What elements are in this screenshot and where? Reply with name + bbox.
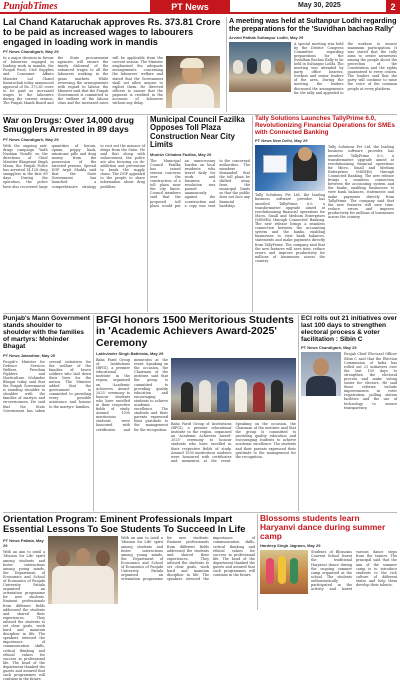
article-body: Baba Farid Group of Institutions (BFGI), a premier educational institute in the region, organised an 'Academic Achievers Award-2025' ceremony to honour students who have excelled in their respective fields of study. Around 1500 meritorious students were honoured with certificates and mementos at the event. Speaking on the occasion, the Chairman of the institute said that the group is committed to providing quality education and encouraging students to achieve academic excellence. The students and their parents expressed their gratitude to the management for the recognition. [96,357,168,432]
issue-date: May 30, 2025 [298,2,341,9]
article-body: The Municipal Council Fazilka has raised serious concerns over the construction of a toll plaza near the city limits. Council members said that the proposed toll plaza would put an unnecessary burden on local residents who travel daily for work and business. A resolution was passed unanimously against the construction and a copy was sent to the concerned authorities. The members demanded that the toll plaza be shifted away from the municipal limits so that the public does not face any financial hardship. [150,158,250,208]
article-blossoms-dance [260,514,397,610]
tally-photo [255,145,325,191]
article-body-continued [328,145,394,295]
article-byline: Munish Chhabra Fazilka, May 29 [150,151,212,157]
article-eci-initiatives [301,315,397,511]
article-fazilka-toll [150,116,250,312]
article-headline: ECI rolls out 21 initiatives over last 100 days to strengthen electoral process & voter facilitation : Sibin C [301,315,398,344]
article-headline: Punjab's Mann Government stands shoulder to shoulder with the families of martyrs: Mohinder Bhagat [3,315,90,351]
orientation-photo [48,536,118,604]
article-mohinder-bhagat [3,315,91,511]
article-headline: Municipal Council Fazilka Opposes Toll Plaza Construction Near City Limits [150,115,245,150]
article-orientation-program [3,513,255,681]
article-body: In a major decision in favour of labourers engaged in loading work in mandis, the Punjab Food, Civil Supplies and Consumer Affairs Minister Lal Chand Kataruchak today announced approval of Rs. 373.81 crore to be paid as increased wages to the labourers during the current session. The Punjab Mandi Board and the State procurement agencies will ensure the timely disbursal of the enhanced wages to all the labourers working in the grain markets. While reviewing the arrangements with regard to labour, the Minister said that the Punjab Government is committed to the welfare of the labour class and the increased rates will be applicable from the current season. The Minister emphasised the adequate arrangements concerning the labourers' welfare and stated that the Government shall not allow anyone to exploit them. He directed officers to ensure that the payment is credited in the accounts of labourers without any delay. [3,56,163,106]
article-byline: Hardeep Singh Jagraon, May 29 [260,543,321,549]
article-byline: PT News Chandigarh, May 29 [301,345,357,351]
article-byline: PT News Patiala, May 29 [3,538,44,549]
article-body: A special meeting was held by the District Congress Committee regarding preparations for the Suvidhan Bachao Rally to be held in Sultanpur Lodhi. The meeting was attended by party office bearers, workers and senior leaders of the area. During the meeting the leaders discussed the arrangements for the rally and appealed to the workers to ensure maximum participation. It was stated that the rally aims to create awareness among the people about the protection of the Constitution and the rights guaranteed to every citizen. The leaders said that the party will continue to raise the voice of the common people at every platform. [294,41,397,95]
section-label: PT News [150,0,230,14]
article-headline: War on Drugs: Over 14,000 drug Smugglers Arrested in 89 days [3,115,135,135]
article-sultanpur-meeting [229,17,397,113]
article-body: Tally Solutions Pvt Ltd, the leading business software provider, has unveiled TallyPrime 6.0, a transformative upgrade aimed at revolutionizing financial operations for Micro, Small and Medium Enterprises (MSMEs) through Connected Banking. The new release brings a seamless connection between the accounting system and the banks, enabling businesses to view bank balances, statements and make payments directly from TallyPrime. The company said that the new features will save time, reduce errors and improve productivity for millions of businesses across the country. [255,193,325,263]
bfgi-continuation: Baba Farid Group of Institutions (BFGI), a premier educational institute in the region, organised an 'Academic Achievers Award-2025' ceremony to honour students who have excelled in their respective fields of study. Around 1500 meritorious students were honoured with certificates and mementos at the event. Speaking on the occasion, the Chairman of the institute said that the group is committed to providing quality education and encouraging students to achieve academic excellence. The students and their parents expressed their gratitude to the management for the recognition. [171,421,296,463]
article-kataruchak [3,17,223,113]
minister-photo [166,56,220,108]
paper-name: PunjabTimes [3,1,58,12]
article-body: With an aim to instil a 'Mission for Life' spirit among students and foster interactions among young minds, the Department of Economics and School of Economics of Punjabi University Patiala organised an orientation programme for new students. Eminent professionals from different fields addressed the students and shared their experiences. They advised the students to set clear goals, work hard and maintain discipline in life. The speakers stressed the importance of communication skills, critical thinking and ethical values for success in professional life. The head of the department thanked the guests and assured that such programmes will continue in the future. [3,550,45,681]
article-body: Students of Blossoms Convent School learnt the traditional Haryanvi dance during the ongoing summer camp organised at the school. The students enthusiastically participated in the activity and learnt various dance steps from the trainer. The principal said that the aim of the summer camp is to introduce students to the rich culture of different states and help them develop their talents. [311,550,397,592]
orientation-continuation: With an aim to instil a 'Mission for Life' spirit among students and foster interactions among young minds, the Department of Economics and School of Economics of Punjabi University Patiala organised an orientation programme for new students. Eminent professionals from different fields addressed the students and shared their experiences. They advised the students to set clear goals, work hard and maintain discipline in life. The speakers stressed the importance of communication skills, critical thinking and ethical values for success in professional life. The head of the department thanked the guests and assured that such programmes will continue in the future. [121,536,255,582]
bfgi-photo [171,358,296,420]
article-headline: A meeting was held at Sultanpur Lodhi regarding the preparations for the 'Suvidhan bachao Rally' [229,16,397,33]
article-tally-solutions [255,116,397,312]
article-headline: BFGI honors 1500 Meritorious Students in 'Academic Achievers Award-2025' Ceremony [96,314,294,349]
blossoms-photo [260,550,308,594]
article-byline: Arvind Pathak Sultanpur Lodhi, May 29 [229,34,304,40]
article-war-on-drugs [3,116,145,312]
article-headline: Orientation Program: Eminent Professionals Impart Essential Lessons To Soe Students To Succeed In Life [3,513,246,535]
article-byline: PT News Chandigarh, May 29 [3,49,59,55]
article-body: With the ongoing anti-drugs campaign 'Yudh Nashian Virudh' on the directions of Chief Minister Bhagwant Singh Mann, the Punjab Police has arrested 14,128 drug smugglers in the first 89 days. During the operation, the police have also recovered large quantities of heroin, opium, poppy husk, intoxicant pills and drug money from the possession of the arrested persons. Special DGP Arpit Shukla said that the State Government has launched a comprehensive strategy to root out the menace of drugs from the State. He said that along with enforcement, the police are also focusing on de-addiction and prevention to break the supply chain. The DGP appealed to the people to share information about drug peddlers. [3,143,145,189]
article-byline: PT News New Delhi, May 29 [255,138,308,144]
tally-continuation: Tally Solutions Pvt Ltd, the leading business software provider, has unveiled TallyPrime 6.0, a transformative upgrade aimed at revolutionizing financial operations for Micro, Small and Medium Enterprises (MSMEs) through Connected Banking. The new release brings a seamless connection between the accounting system and the banks, enabling businesses to view bank balances, statements and make payments directly from TallyPrime. The company said that the new features will save time, reduce errors and improve productivity for millions of businesses across the country. [328,145,394,219]
article-byline: PT News Jalandhar, May 29 [3,352,56,358]
article-body: Punjab's Minister for Defence Services Welfare, Freedom Fighters and Horticulture Mohinder Bhagat today said that the Punjab Government is standing shoulder to shoulder with the families of martyrs and ex-servicemen. He said that the State Government has taken several initiatives for the welfare of the families of brave soldiers who laid down their lives for the nation. The Minister added that the government is committed to providing every possible assistance and honour to the martyrs' families. [3,359,91,413]
article-body: Punjab Chief Electoral Officer Sibin C said that the Election Commission of India has rolled out 21 initiatives over the last 100 days to strengthen the electoral process and make voting easier for electors. He said these reforms include improvements in voter registration, polling station facilities and the use of technology to ensure transparency. [344,352,397,410]
article-byline: PT News Chandigarh, May 29 [3,136,59,142]
page-number: 2 [386,0,400,14]
article-body-continued [171,422,296,510]
article-headline: Tally Solutions Launches TallyPrime 6.0, Revolutionizing Financial Operations for SMEs with Connected Banking [255,115,395,136]
article-byline: Lakhvinder Singh Bathinda, May 29 [96,350,164,356]
meeting-photo [229,42,291,92]
article-body-continued [121,536,255,608]
article-bfgi-awards [96,315,296,511]
masthead [0,0,400,14]
article-headline: Lal Chand Kataruchak approves Rs. 373.81 Crore to be paid as increased wages to labourers engaged in loading work in mandis [3,17,221,48]
article-headline: Blossoms students learn Haryanvi dance during summer camp [260,513,386,542]
eci-official-photo [301,352,341,396]
